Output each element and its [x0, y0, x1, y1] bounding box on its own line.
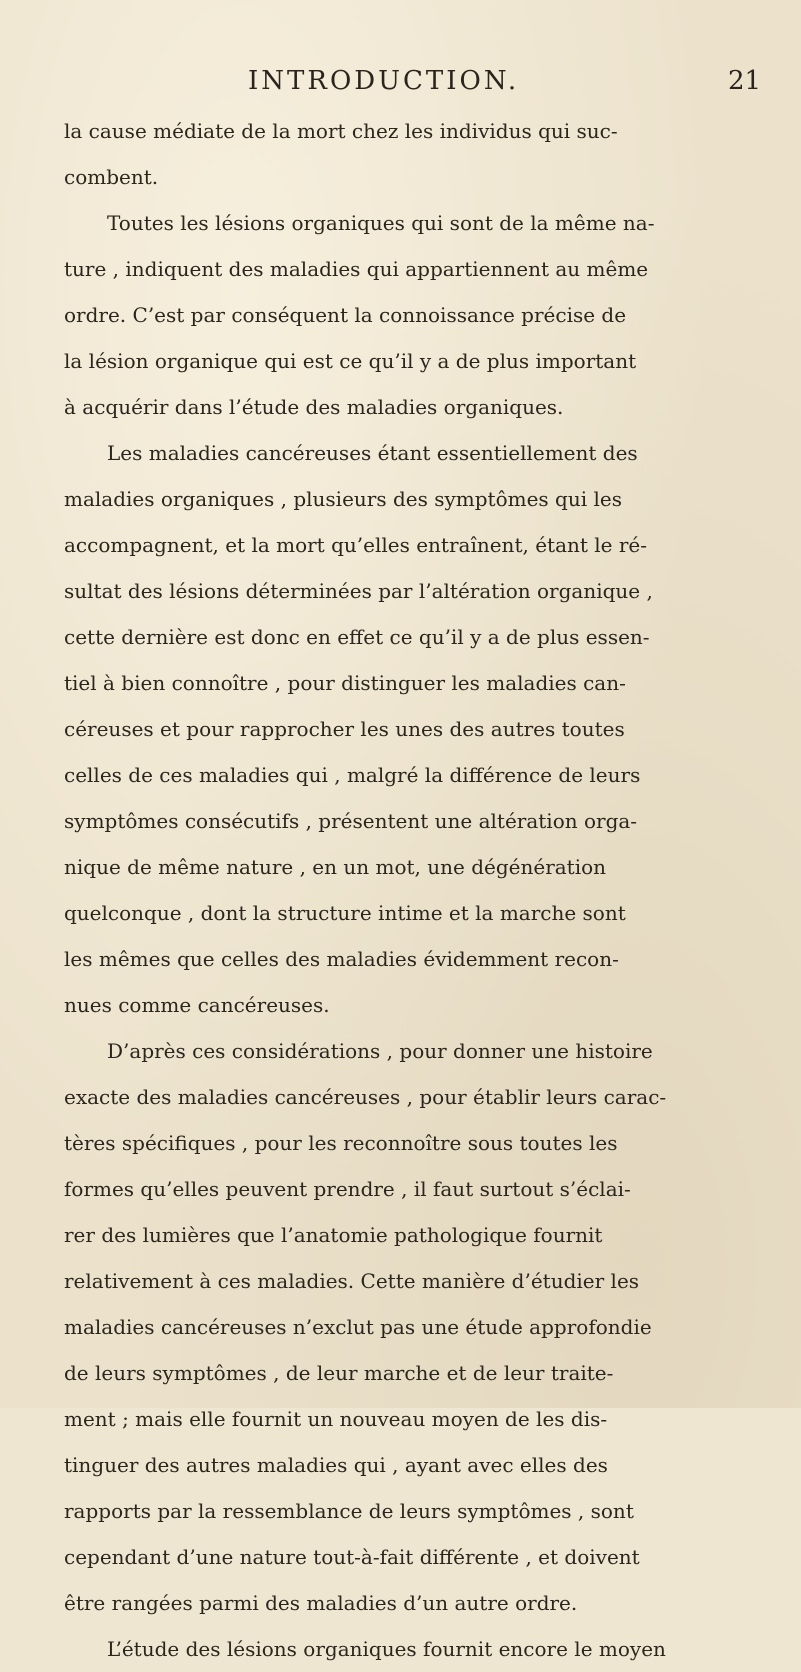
text-line: sultat des lésions déterminées par l’altération organique , [64, 579, 653, 603]
text-line: cette dernière est donc en effet ce qu’il y a de plus essen- [64, 625, 650, 649]
text-line: rer des lumières que l’anatomie pathologique fournit [64, 1223, 603, 1247]
text-line: accompagnent, et la mort qu’elles entraînent, étant le ré- [64, 533, 648, 557]
text-line: à acquérir dans l’étude des maladies organiques. [64, 395, 564, 419]
text-line: être rangées parmi des maladies d’un autre ordre. [64, 1591, 578, 1615]
text-line: formes qu’elles peuvent prendre , il faut surtout s’éclai- [64, 1177, 631, 1201]
paragraph-start-line: L’étude des lésions organiques fournit encore le moyen [107, 1637, 666, 1661]
text-line: nique de même nature , en un mot, une dégénération [64, 855, 607, 879]
text-line: quelconque , dont la structure intime et la marche sont [64, 901, 626, 925]
paragraph-start-line: Toutes les lésions organiques qui sont de la même na- [107, 211, 655, 235]
text-line: exacte des maladies cancéreuses , pour établir leurs carac- [64, 1085, 667, 1109]
text-line: les mêmes que celles des maladies évidemment recon- [64, 947, 619, 971]
text-line: cependant d’une nature tout-à-fait différente , et doivent [64, 1545, 640, 1569]
body-text [64, 108, 800, 1672]
text-line: la cause médiate de la mort chez les individus qui suc- [64, 119, 618, 143]
text-line: tinguer des autres maladies qui , ayant avec elles des [64, 1453, 608, 1477]
text-line: ture , indiquent des maladies qui appartiennent au même [64, 257, 649, 281]
text-line: combent. [64, 165, 159, 189]
text-line: ordre. C’est par conséquent la connoissance précise de [64, 303, 627, 327]
text-line: tères spécifiques , pour les reconnoître sous toutes les [64, 1131, 618, 1155]
running-title: INTRODUCTION. [248, 66, 520, 96]
text-line: de leurs symptômes , de leur marche et de leur traite- [64, 1361, 614, 1385]
paragraph-start-line: D’après ces considérations , pour donner une histoire [107, 1039, 653, 1063]
text-line: maladies cancéreuses n’exclut pas une étude approfondie [64, 1315, 652, 1339]
text-line: maladies organiques , plusieurs des symptômes qui les [64, 487, 622, 511]
text-line: rapports par la ressemblance de leurs symptômes , sont [64, 1499, 634, 1523]
text-line: tiel à bien connoître , pour distinguer les maladies can- [64, 671, 626, 695]
text-line: celles de ces maladies qui , malgré la différence de leurs [64, 763, 641, 787]
text-line: ment ; mais elle fournit un nouveau moyen de les dis- [64, 1407, 608, 1431]
page-number: 21 [728, 66, 762, 96]
text-line: nues comme cancéreuses. [64, 993, 330, 1017]
text-line: symptômes consécutifs , présentent une altération orga- [64, 809, 638, 833]
text-line: relativement à ces maladies. Cette manière d’étudier les [64, 1269, 640, 1293]
page-header [0, 66, 801, 106]
text-line: céreuses et pour rapprocher les unes des autres toutes [64, 717, 625, 741]
text-line: la lésion organique qui est ce qu’il y a de plus important [64, 349, 637, 373]
paragraph-start-line: Les maladies cancéreuses étant essentiellement des [107, 441, 638, 465]
